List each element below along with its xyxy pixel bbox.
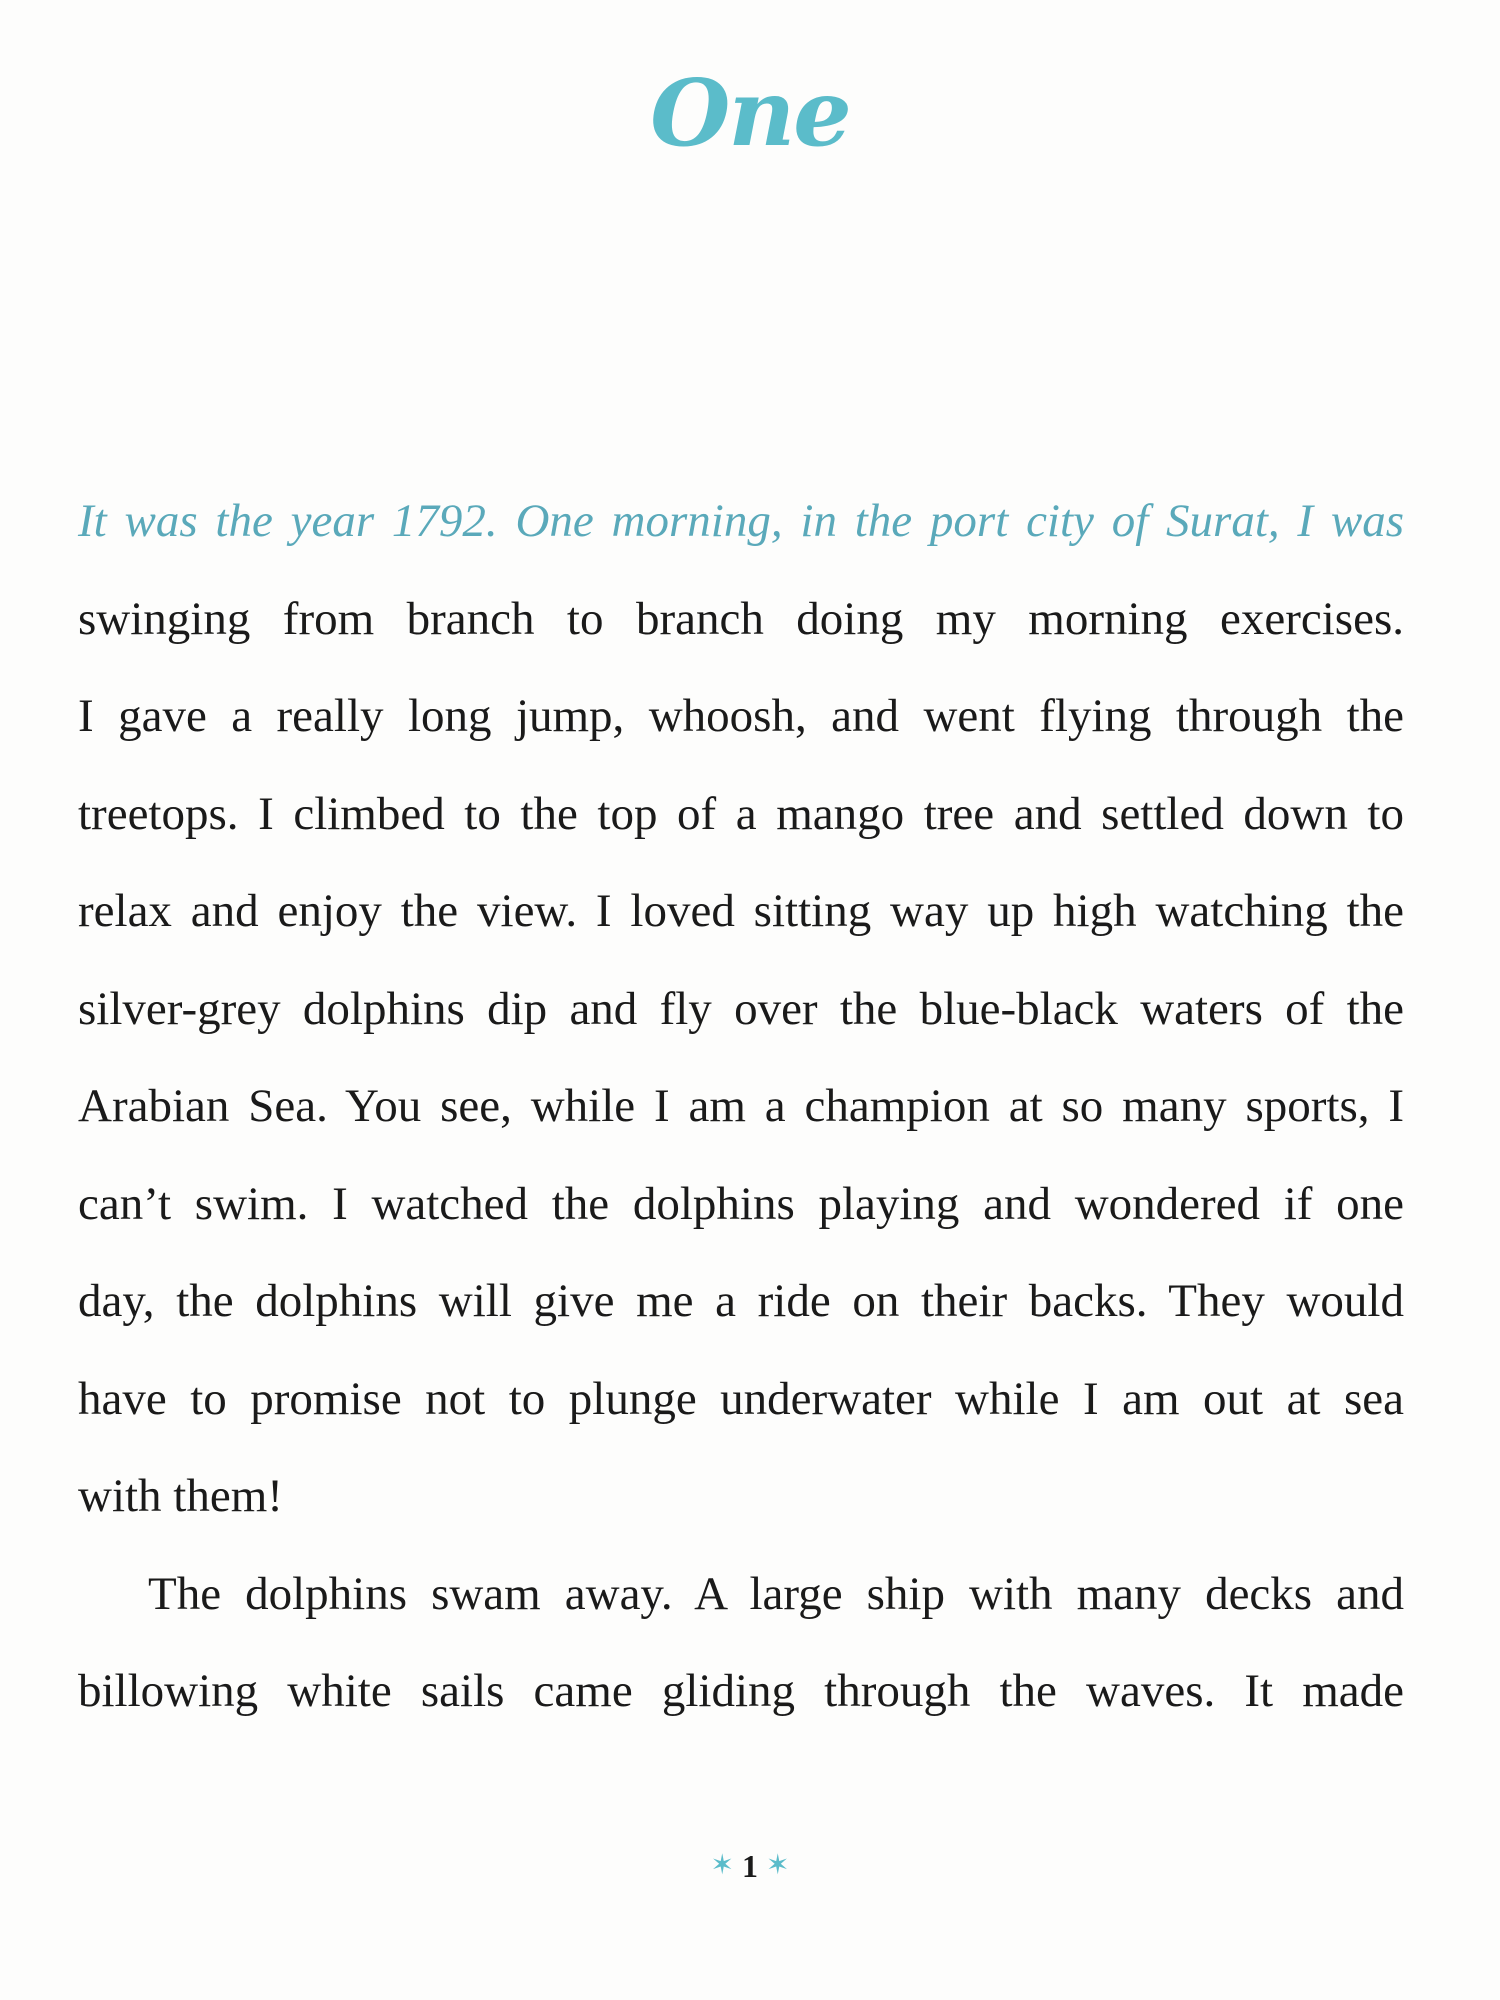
chapter-body [78, 473, 1404, 1741]
body-line: have to promise not to plunge underwater while I am out at sea [78, 1372, 1404, 1425]
body-line: day, the dolphins will give me a ride on their backs. They would [78, 1275, 1404, 1327]
star-icon: ✶ [710, 1849, 734, 1881]
body-line: relax and enjoy the view. I loved sitting way up high watching the [78, 885, 1404, 937]
body-line-paragraph-start: The dolphins swam away. A large ship with many decks and [148, 1567, 1404, 1620]
body-line: I gave a really long jump, whoosh, and went flying through the [78, 690, 1404, 742]
body-line: can’t swim. I watched the dolphins playing and wondered if one [78, 1177, 1404, 1230]
page-number: 1 [742, 1847, 758, 1884]
body-line: treetops. I climbed to the top of a mango tree and settled down to [78, 787, 1404, 840]
body-line: silver-grey dolphins dip and fly over the blue-black waters of the [78, 982, 1404, 1035]
body-line-paragraph-end: with them! [78, 1470, 283, 1522]
chapter-title: One [650, 59, 850, 167]
body-line: Arabian Sea. You see, while I am a champion at so many sports, I [78, 1080, 1404, 1132]
star-icon: ✶ [766, 1849, 790, 1881]
body-line: billowing white sails came gliding through the waves. It made [78, 1665, 1404, 1717]
page-footer [0, 1842, 1500, 1886]
body-line: swinging from branch to branch doing my morning exercises. [78, 592, 1404, 645]
body-line-intro: It was the year 1792. One morning, in the port city of Surat, I was [78, 495, 1404, 547]
